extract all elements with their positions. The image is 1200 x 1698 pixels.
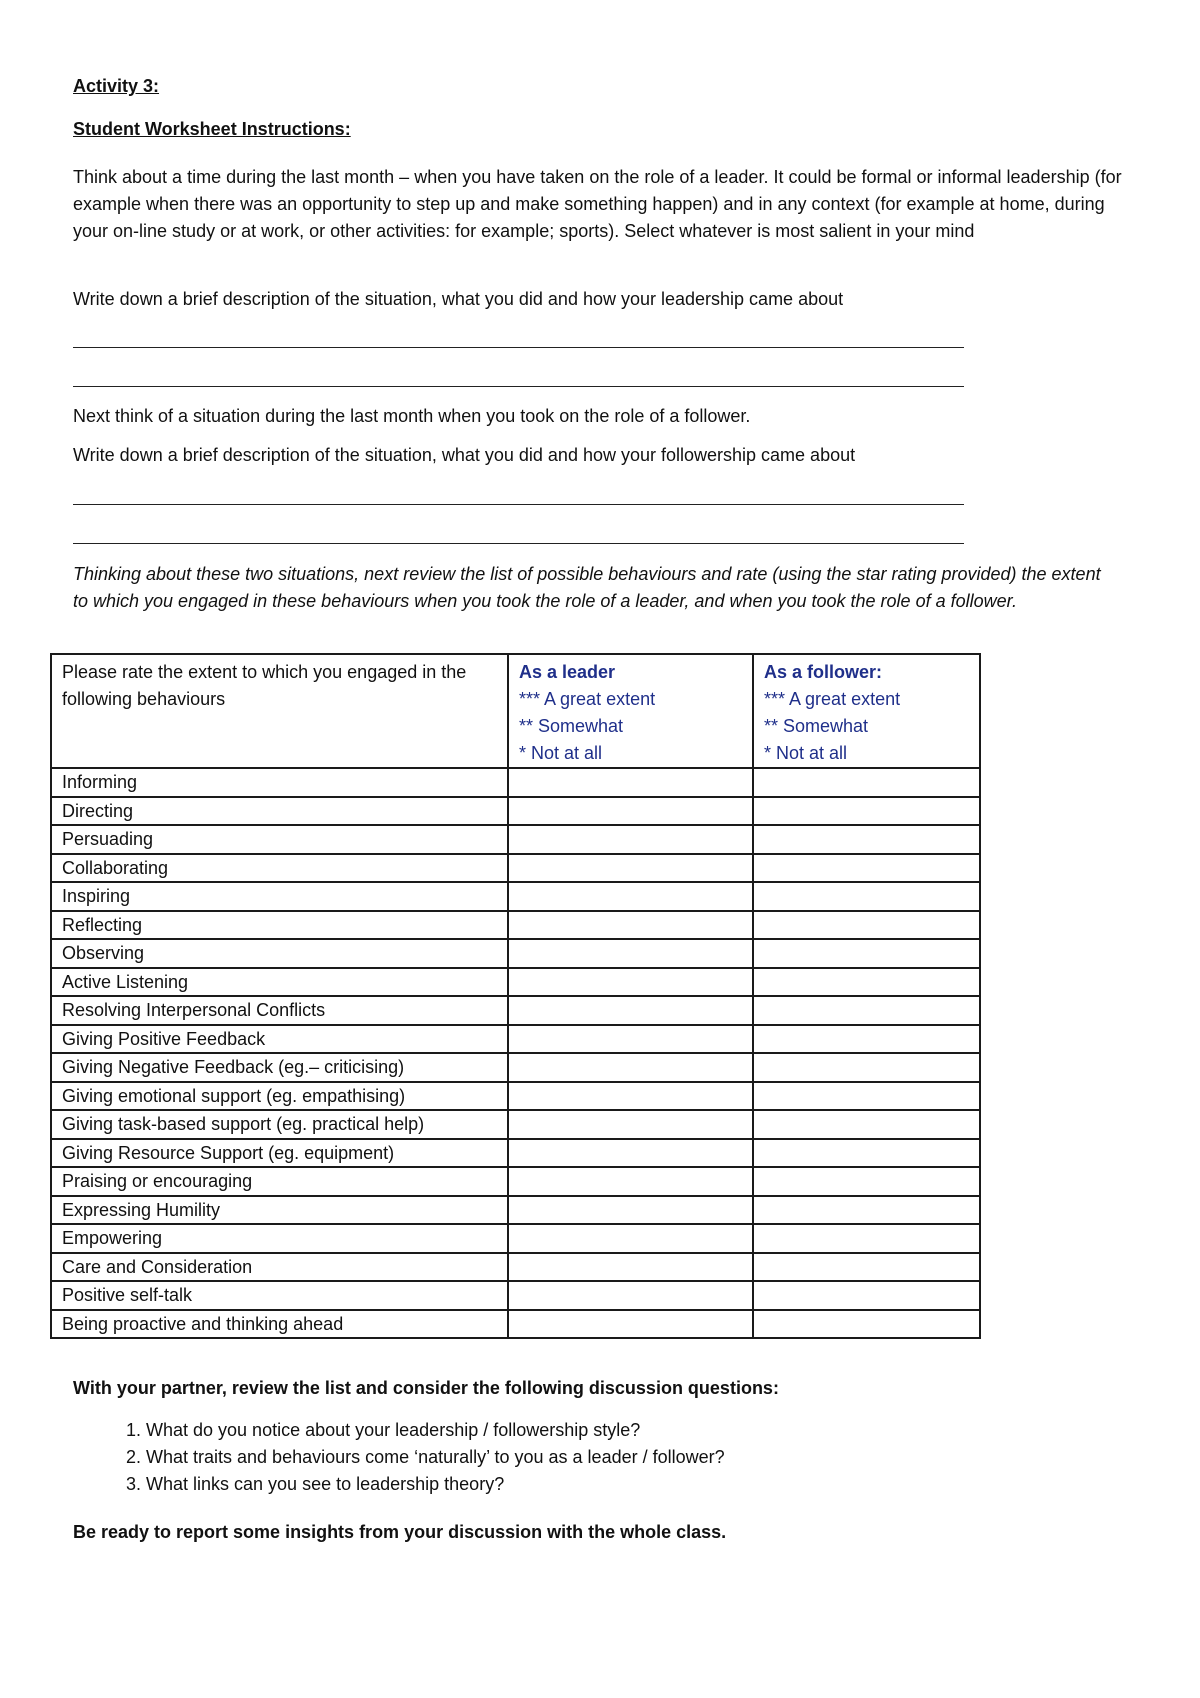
follower-rating-cell[interactable] xyxy=(753,911,980,940)
leader-rating-cell[interactable] xyxy=(508,996,753,1025)
table-row xyxy=(51,911,980,940)
behaviour-label: Collaborating xyxy=(51,854,508,883)
follower-header-title: As a follower: xyxy=(764,662,883,682)
table-row xyxy=(51,882,980,911)
behaviour-label: Giving task-based support (eg. practical help) xyxy=(51,1110,508,1139)
table-row xyxy=(51,996,980,1025)
leader-rating-cell[interactable] xyxy=(508,1110,753,1139)
leader-rating-cell[interactable] xyxy=(508,797,753,826)
follower-rating-cell[interactable] xyxy=(753,1196,980,1225)
behaviour-label: Giving Positive Feedback xyxy=(51,1025,508,1054)
leader-rating-cell[interactable] xyxy=(508,854,753,883)
table-row xyxy=(51,854,980,883)
follower-write-prompt: Write down a brief description of the situation, what you did and how your followership came about xyxy=(73,445,856,465)
follower-rating-cell[interactable] xyxy=(753,1110,980,1139)
follower-scale-high: *** A great extent xyxy=(764,689,901,709)
behaviour-label: Informing xyxy=(51,768,508,797)
table-row xyxy=(51,1139,980,1168)
follower-answer-line-2[interactable] xyxy=(73,543,964,544)
follower-rating-cell[interactable] xyxy=(753,1082,980,1111)
table-row xyxy=(51,768,980,797)
follower-scale-low: * Not at all xyxy=(764,743,848,763)
leader-scale-mid: ** Somewhat xyxy=(519,716,624,736)
behaviour-label: Empowering xyxy=(51,1224,508,1253)
behaviour-label: Reflecting xyxy=(51,911,508,940)
intro-paragraph: Think about a time during the last month – when you have taken on the role of a leader. It could be formal or informal leadership (for example when there was an opportunity to step up and make something happen) and in any context (for example at home, during your on-line study or at work, or other activities: for example; sports). Select whatever is most salient in your mind xyxy=(73,167,1122,241)
leader-rating-cell[interactable] xyxy=(508,1253,753,1282)
table-row xyxy=(51,797,980,826)
behaviour-label: Directing xyxy=(51,797,508,826)
behaviour-label: Expressing Humility xyxy=(51,1196,508,1225)
follower-rating-cell[interactable] xyxy=(753,1253,980,1282)
behaviour-label: Resolving Interpersonal Conflicts xyxy=(51,996,508,1025)
leader-rating-cell[interactable] xyxy=(508,1025,753,1054)
behaviour-column-header: Please rate the extent to which you engaged in the following behaviours xyxy=(51,654,508,768)
table-row xyxy=(51,825,980,854)
leader-rating-cell[interactable] xyxy=(508,1224,753,1253)
follower-rating-cell[interactable] xyxy=(753,882,980,911)
table-row xyxy=(51,1167,980,1196)
follower-rating-cell[interactable] xyxy=(753,1139,980,1168)
discussion-question: 3. What links can you see to leadership theory? xyxy=(146,1471,725,1498)
behaviour-label: Giving emotional support (eg. empathising) xyxy=(51,1082,508,1111)
leader-rating-cell[interactable] xyxy=(508,1139,753,1168)
leader-rating-cell[interactable] xyxy=(508,1310,753,1339)
table-row xyxy=(51,1053,980,1082)
table-row xyxy=(51,1253,980,1282)
table-row xyxy=(51,1310,980,1339)
closing-instruction: Be ready to report some insights from your discussion with the whole class. xyxy=(73,1522,727,1542)
leader-rating-cell[interactable] xyxy=(508,939,753,968)
table-row xyxy=(51,968,980,997)
table-row xyxy=(51,1025,980,1054)
leader-rating-cell[interactable] xyxy=(508,968,753,997)
table-row xyxy=(51,939,980,968)
behaviour-label: Being proactive and thinking ahead xyxy=(51,1310,508,1339)
behaviour-label: Giving Negative Feedback (eg.– criticising) xyxy=(51,1053,508,1082)
follower-rating-cell[interactable] xyxy=(753,1025,980,1054)
discussion-question: 2. What traits and behaviours come ‘naturally’ to you as a leader / follower? xyxy=(146,1444,725,1471)
table-row xyxy=(51,1110,980,1139)
leader-scale-high: *** A great extent xyxy=(519,689,656,709)
follower-rating-cell[interactable] xyxy=(753,996,980,1025)
follower-rating-cell[interactable] xyxy=(753,1167,980,1196)
follower-rating-cell[interactable] xyxy=(753,1224,980,1253)
table-row xyxy=(51,1082,980,1111)
leader-rating-cell[interactable] xyxy=(508,911,753,940)
behaviour-label: Positive self-talk xyxy=(51,1281,508,1310)
behaviour-label: Praising or encouraging xyxy=(51,1167,508,1196)
behaviour-label: Giving Resource Support (eg. equipment) xyxy=(51,1139,508,1168)
follower-rating-cell[interactable] xyxy=(753,1281,980,1310)
leader-header-title: As a leader xyxy=(519,662,616,682)
behaviour-label: Care and Consideration xyxy=(51,1253,508,1282)
behaviour-label: Inspiring xyxy=(51,882,508,911)
leader-rating-cell[interactable] xyxy=(508,1082,753,1111)
follower-rating-cell[interactable] xyxy=(753,825,980,854)
behaviour-label: Observing xyxy=(51,939,508,968)
leader-rating-cell[interactable] xyxy=(508,882,753,911)
behaviour-label: Persuading xyxy=(51,825,508,854)
behaviour-label: Active Listening xyxy=(51,968,508,997)
leader-rating-cell[interactable] xyxy=(508,1053,753,1082)
leader-rating-cell[interactable] xyxy=(508,1281,753,1310)
review-instructions: Thinking about these two situations, next review the list of possible behaviours and rate (using the star rating provided) the extent to which you engaged in these behaviours when you took the role of a leader, and when you took the role of a follower. xyxy=(73,564,1101,611)
follower-situation-prompt: Next think of a situation during the last month when you took on the role of a follower. xyxy=(73,406,751,426)
follower-rating-cell[interactable] xyxy=(753,1053,980,1082)
leader-rating-cell[interactable] xyxy=(508,825,753,854)
table-header-row xyxy=(51,654,980,768)
instructions-title: Student Worksheet Instructions: xyxy=(73,119,351,139)
follower-rating-cell[interactable] xyxy=(753,1310,980,1339)
discussion-prompt: With your partner, review the list and consider the following discussion questions: xyxy=(73,1378,779,1398)
leader-write-prompt: Write down a brief description of the situation, what you did and how your leadership came about xyxy=(73,289,844,309)
follower-rating-cell[interactable] xyxy=(753,968,980,997)
leader-answer-line-1[interactable] xyxy=(73,347,964,348)
activity-title: Activity 3: xyxy=(73,76,160,96)
behaviour-rows xyxy=(51,768,980,1338)
table-row xyxy=(51,1196,980,1225)
follower-rating-cell[interactable] xyxy=(753,939,980,968)
leader-rating-cell[interactable] xyxy=(508,1196,753,1225)
follower-scale-mid: ** Somewhat xyxy=(764,716,869,736)
table-row xyxy=(51,1224,980,1253)
follower-rating-cell[interactable] xyxy=(753,797,980,826)
leader-column-header xyxy=(508,654,753,768)
follower-column-header xyxy=(753,654,980,768)
leader-answer-line-2[interactable] xyxy=(73,386,964,387)
follower-rating-cell[interactable] xyxy=(753,854,980,883)
discussion-questions xyxy=(73,1417,725,1498)
follower-rating-cell[interactable] xyxy=(753,768,980,797)
leader-rating-cell[interactable] xyxy=(508,1167,753,1196)
leader-scale-low: * Not at all xyxy=(519,743,603,763)
leader-rating-cell[interactable] xyxy=(508,768,753,797)
discussion-question: 1. What do you notice about your leadership / followership style? xyxy=(146,1417,725,1444)
follower-answer-line-1[interactable] xyxy=(73,504,964,505)
table-row xyxy=(51,1281,980,1310)
behaviour-rating-table xyxy=(50,653,981,1339)
